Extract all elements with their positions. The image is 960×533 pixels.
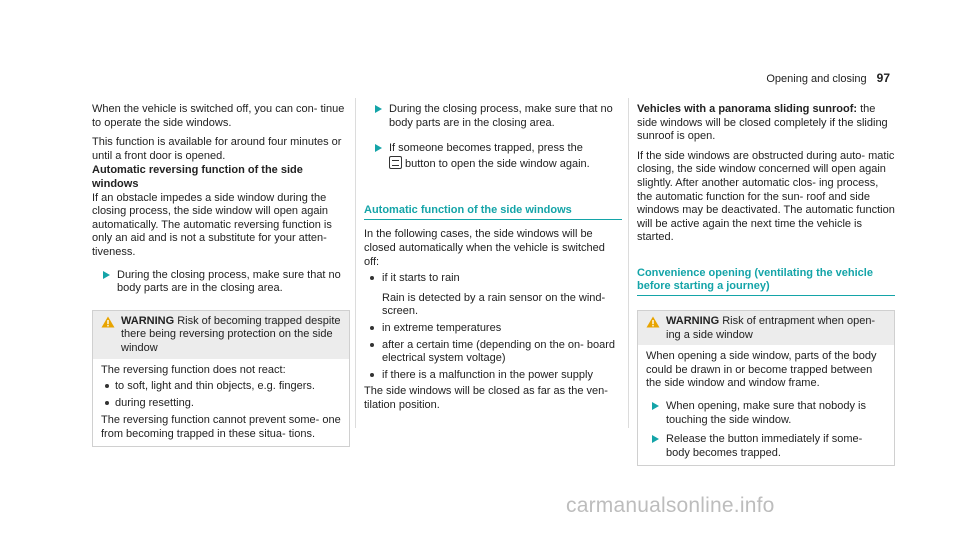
step-arrow-icon [103, 271, 110, 279]
column-right [637, 103, 895, 466]
warning-label: WARNING [666, 314, 720, 327]
warning-box [92, 310, 350, 448]
instruction-step: During the closing process, make sure that no body parts are in the closing area. [92, 269, 350, 296]
warning-header [638, 311, 894, 345]
instruction-step: When opening, make sure that nobody is touching the side window. [646, 400, 886, 427]
warning-title: Risk of becoming trapped despite there being reversing protection on the side window [121, 314, 341, 354]
paragraph: If the side windows are obstructed during auto- matic closing, the side window concerned will open again slightly. After another automatic clos- ing process, the automatic function for the sun- roof and side windows may be deactivated. The automatic function will be active again the next time the vehicle is started. [637, 149, 895, 244]
column-divider [628, 98, 629, 428]
warning-box [637, 310, 895, 466]
warning-triangle-icon [101, 316, 115, 328]
list-item: if it starts to rain [364, 272, 622, 286]
paragraph: If an obstacle impedes a side window during the closing process, the side window will open again automatically. The automatic reversing function is only an aid and is not a substitute for your atten- tiveness. [92, 191, 332, 258]
section-title: Automatic function of the side windows [364, 204, 622, 220]
warning-label: WARNING [121, 314, 175, 327]
window-switch-icon [389, 156, 402, 169]
inline-label: Vehicles with a panorama sliding sunroof: [637, 103, 858, 115]
page-header [766, 72, 890, 87]
warning-intro: The reversing function does not react: [101, 363, 286, 376]
step-arrow-icon [375, 144, 382, 152]
warning-title: Risk of entrapment when open- ing a side window [666, 314, 876, 341]
warning-body [93, 359, 349, 447]
section-name: Opening and closing [766, 73, 867, 85]
paragraph: This function is available for around four minutes or until a front door is opened. [92, 136, 342, 162]
warning-text: When opening a side window, parts of the body could be drawn in or become trapped between the side window and window frame. [646, 350, 877, 390]
step-arrow-icon [652, 435, 659, 443]
list-item: to soft, light and thin objects, e.g. fingers. [101, 380, 341, 394]
watermark: carmanualsonline.info [566, 494, 775, 517]
step-arrow-icon [375, 105, 382, 113]
step-arrow-icon [652, 402, 659, 410]
column-divider [355, 98, 356, 428]
list-item: after a certain time (depending on the on- board electrical system voltage) [364, 339, 622, 366]
conditions-list [364, 322, 622, 382]
list-item: in extreme temperatures [364, 322, 622, 336]
warning-list [101, 380, 341, 410]
list-item: if there is a malfunction in the power supply [364, 369, 622, 383]
warning-header [93, 311, 349, 359]
subheading: Automatic reversing function of the side windows [92, 164, 303, 190]
list-item: during resetting. [101, 397, 341, 411]
page-number: 97 [876, 71, 890, 85]
warning-body [638, 345, 894, 465]
column-left [92, 103, 350, 447]
paragraph: When the vehicle is switched off, you can con- tinue to operate the side windows. [92, 103, 345, 129]
instruction-step: Release the button immediately if some- body becomes trapped. [646, 433, 886, 460]
conditions-list [364, 272, 622, 286]
column-middle [364, 103, 622, 419]
warning-triangle-icon [646, 316, 660, 328]
paragraph: Vehicles with a panorama sliding sunroof: the side windows will be closed completely if the sliding sunroof is open. [637, 103, 888, 143]
instruction-step: If someone becomes trapped, press the button to open the side window again. [364, 142, 622, 171]
list-item-note: Rain is detected by a rain sensor on the wind- screen. [382, 291, 606, 318]
paragraph: The side windows will be closed as far as the ven- tilation position. [364, 385, 608, 411]
paragraph: In the following cases, the side windows will be closed automatically when the vehicle is switched off: [364, 228, 605, 268]
warning-outro: The reversing function cannot prevent some- one from becoming trapped in these situa- tions. [101, 414, 341, 440]
section-title: Convenience opening (ventilating the vehicle before starting a journey) [637, 267, 895, 296]
instruction-step: During the closing process, make sure that no body parts are in the closing area. [364, 103, 622, 130]
